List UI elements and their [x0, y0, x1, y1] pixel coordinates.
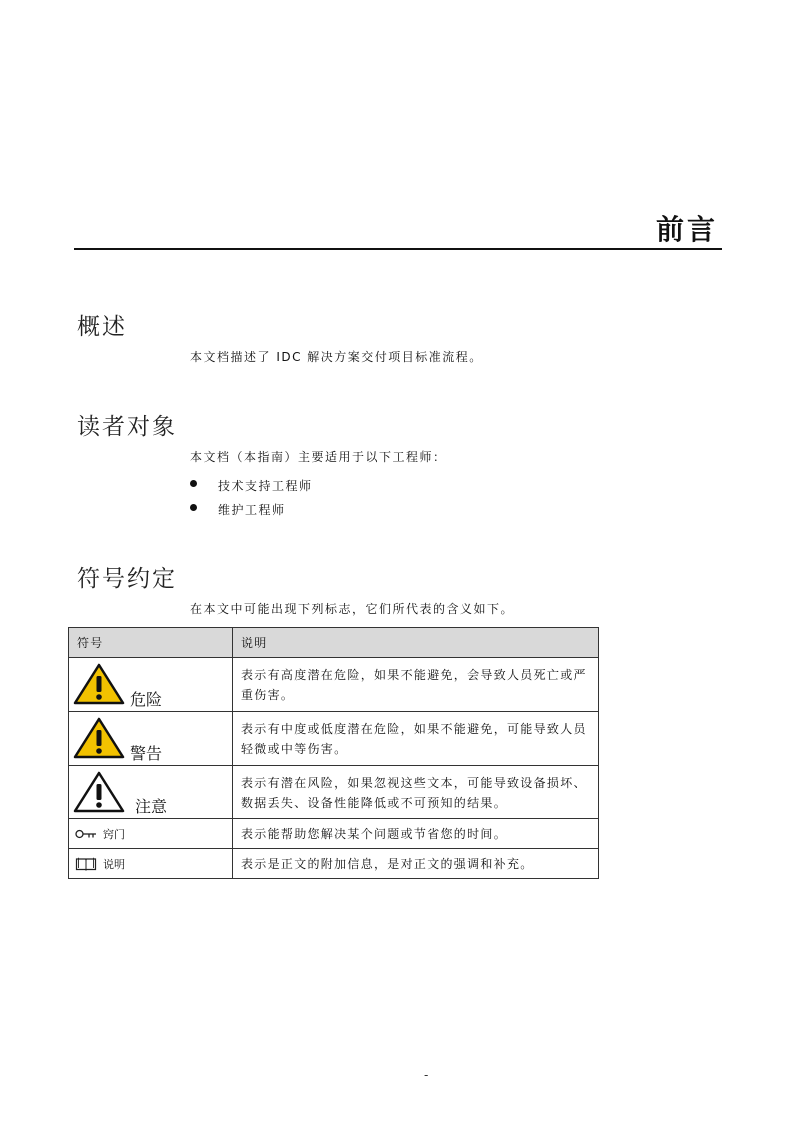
symbol-label: 警告 — [130, 746, 163, 763]
table-row — [69, 712, 599, 766]
chapter-title: 前言 — [655, 213, 718, 246]
description-cell: 表示能帮助您解决某个问题或节省您的时间。 — [233, 819, 599, 849]
symbol-label: 注意 — [135, 799, 168, 816]
table-header-description: 说明 — [233, 628, 599, 658]
symbol-cell — [69, 712, 233, 766]
overview-text: 本文档描述了 IDC 解决方案交付项目标准流程。 — [190, 350, 483, 364]
symbols-intro: 在本文中可能出现下列标志，它们所代表的含义如下。 — [190, 602, 515, 616]
bullet-icon — [190, 480, 197, 487]
bullet-icon — [190, 504, 197, 511]
audience-item: 技术支持工程师 — [218, 479, 313, 493]
table-row — [69, 849, 599, 879]
table-header-symbol: 符号 — [69, 628, 233, 658]
symbol-cell — [69, 819, 233, 849]
section-heading-audience: 读者对象 — [77, 414, 177, 440]
chapter-title-rule — [74, 248, 722, 250]
table-row — [69, 766, 599, 819]
book-icon — [75, 857, 97, 871]
symbol-label: 窍门 — [103, 827, 125, 841]
table-row — [69, 658, 599, 712]
section-heading-overview: 概述 — [77, 314, 127, 340]
symbol-label: 危险 — [130, 692, 163, 709]
audience-intro: 本文档（本指南）主要适用于以下工程师： — [190, 450, 447, 464]
key-icon — [75, 829, 97, 839]
caution-icon — [73, 770, 125, 814]
description-cell: 表示是正文的附加信息，是对正文的强调和补充。 — [233, 849, 599, 879]
symbol-label: 说明 — [103, 857, 125, 871]
warning-icon — [73, 716, 125, 760]
audience-item: 维护工程师 — [218, 503, 286, 517]
description-cell: 表示有高度潜在危险，如果不能避免，会导致人员死亡或严重伤害。 — [233, 658, 599, 712]
table-header-row — [69, 628, 599, 658]
symbol-table — [68, 627, 599, 879]
page-number: - — [424, 1068, 429, 1082]
section-heading-symbols: 符号约定 — [77, 566, 177, 592]
description-cell: 表示有潜在风险，如果忽视这些文本，可能导致设备损坏、数据丢失、设备性能降低或不可预知的结果。 — [233, 766, 599, 819]
symbol-cell — [69, 849, 233, 879]
symbol-cell — [69, 766, 233, 819]
symbol-cell — [69, 658, 233, 712]
table-row — [69, 819, 599, 849]
description-cell: 表示有中度或低度潜在危险，如果不能避免，可能导致人员轻微或中等伤害。 — [233, 712, 599, 766]
danger-icon — [73, 662, 125, 706]
